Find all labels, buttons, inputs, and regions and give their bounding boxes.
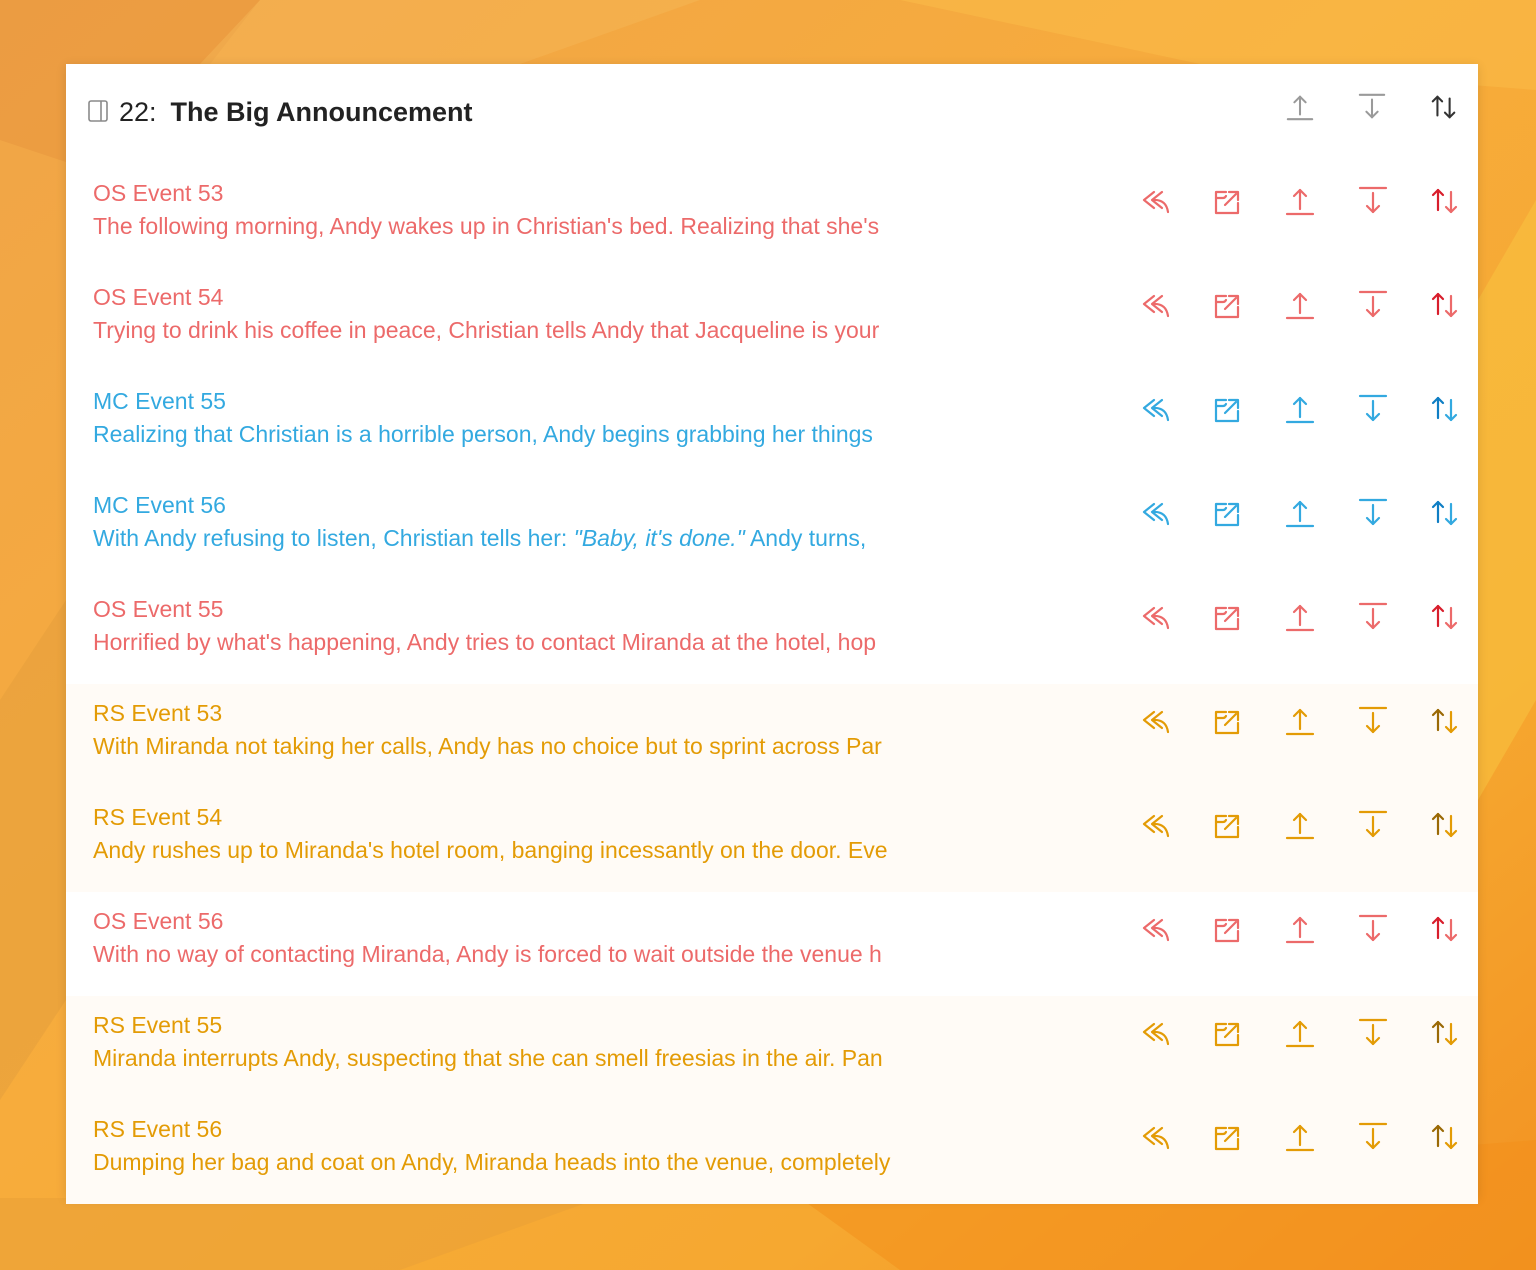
export-icon[interactable] <box>1212 808 1244 842</box>
event-title: RS Event 54 <box>93 804 223 830</box>
move-down-icon[interactable] <box>1357 392 1389 426</box>
event-title: OS Event 55 <box>93 596 224 622</box>
event-description <box>93 522 905 554</box>
move-down-icon[interactable] <box>1357 808 1389 842</box>
swap-order-icon[interactable] <box>1429 600 1461 634</box>
event-description: With Miranda not taking her calls, Andy has no choice but to sprint across Par <box>93 733 882 759</box>
event-title: RS Event 55 <box>93 1012 223 1038</box>
event-description: Trying to drink his coffee in peace, Christian tells Andy that Jacqueline is your <box>93 317 880 343</box>
swap-order-icon[interactable] <box>1429 392 1461 426</box>
event-description: Horrified by what's happening, Andy tries to contact Miranda at the hotel, hop <box>93 629 877 655</box>
event-description: Andy rushes up to Miranda's hotel room, banging incessantly on the door. Eve <box>93 837 888 863</box>
swap-order-icon[interactable] <box>1429 184 1461 218</box>
event-description-text: With Andy refusing to listen, Christian tells her: <box>93 525 574 551</box>
export-icon[interactable] <box>1212 392 1244 426</box>
event-row[interactable] <box>66 996 1478 1100</box>
swap-order-icon[interactable] <box>1429 808 1461 842</box>
event-row[interactable] <box>66 1100 1478 1204</box>
event-title: OS Event 53 <box>93 180 224 206</box>
event-row[interactable] <box>66 580 1478 684</box>
event-row[interactable] <box>66 372 1478 476</box>
move-down-icon[interactable] <box>1357 496 1389 530</box>
event-title: MC Event 56 <box>93 492 226 518</box>
event-title: OS Event 56 <box>93 908 224 934</box>
reply-icon[interactable] <box>1140 184 1172 218</box>
reply-icon[interactable] <box>1140 288 1172 322</box>
event-description: Dumping her bag and coat on Andy, Miranda heads into the venue, completely <box>93 1149 891 1175</box>
scene-number: 22: <box>119 97 157 127</box>
move-down-icon[interactable] <box>1357 912 1389 946</box>
event-description-quote: "Baby, it's done." <box>573 525 745 551</box>
swap-order-icon[interactable] <box>1429 288 1461 322</box>
move-up-icon[interactable] <box>1284 600 1316 634</box>
move-down-icon[interactable] <box>1357 704 1389 738</box>
move-up-icon[interactable] <box>1284 704 1316 738</box>
move-up-icon[interactable] <box>1284 912 1316 946</box>
event-description: Realizing that Christian is a horrible person, Andy begins grabbing her things <box>93 421 873 447</box>
event-row[interactable] <box>66 164 1478 268</box>
reply-icon[interactable] <box>1140 808 1172 842</box>
event-row[interactable] <box>66 892 1478 996</box>
reply-icon[interactable] <box>1140 600 1172 634</box>
move-down-icon[interactable] <box>1357 1016 1389 1050</box>
event-title: RS Event 53 <box>93 700 223 726</box>
export-icon[interactable] <box>1212 184 1244 218</box>
event-row[interactable] <box>66 476 1478 580</box>
move-up-icon[interactable] <box>1284 1120 1316 1154</box>
export-icon[interactable] <box>1212 912 1244 946</box>
reply-icon[interactable] <box>1140 912 1172 946</box>
event-title: OS Event 54 <box>93 284 224 310</box>
move-down-icon[interactable] <box>1357 90 1387 124</box>
scene-title <box>119 95 473 129</box>
swap-order-icon[interactable] <box>1429 704 1461 738</box>
checkbox-icon[interactable] <box>88 100 108 122</box>
export-icon[interactable] <box>1212 704 1244 738</box>
event-row[interactable] <box>66 268 1478 372</box>
event-description: With no way of contacting Miranda, Andy is forced to wait outside the venue h <box>93 941 882 967</box>
move-down-icon[interactable] <box>1357 600 1389 634</box>
reply-icon[interactable] <box>1140 496 1172 530</box>
event-description: The following morning, Andy wakes up in Christian's bed. Realizing that she's <box>93 213 880 239</box>
export-icon[interactable] <box>1212 496 1244 530</box>
move-up-icon[interactable] <box>1284 808 1316 842</box>
move-up-icon[interactable] <box>1284 288 1316 322</box>
event-row[interactable] <box>66 788 1478 892</box>
move-down-icon[interactable] <box>1357 184 1389 218</box>
reply-icon[interactable] <box>1140 392 1172 426</box>
move-up-icon[interactable] <box>1284 392 1316 426</box>
event-row[interactable] <box>66 684 1478 788</box>
move-down-icon[interactable] <box>1357 1120 1389 1154</box>
swap-order-icon[interactable] <box>1429 912 1461 946</box>
reply-icon[interactable] <box>1140 704 1172 738</box>
event-description-text: Andy turns, <box>744 525 867 551</box>
scene-name: The Big Announcement <box>170 97 473 127</box>
export-icon[interactable] <box>1212 1016 1244 1050</box>
reply-icon[interactable] <box>1140 1016 1172 1050</box>
move-up-icon[interactable] <box>1284 184 1316 218</box>
move-up-icon[interactable] <box>1284 1016 1316 1050</box>
export-icon[interactable] <box>1212 1120 1244 1154</box>
swap-order-icon[interactable] <box>1429 90 1459 124</box>
move-up-icon[interactable] <box>1284 496 1316 530</box>
event-title: RS Event 56 <box>93 1116 223 1142</box>
scene-header <box>66 64 1478 164</box>
move-up-icon[interactable] <box>1285 90 1315 124</box>
swap-order-icon[interactable] <box>1429 496 1461 530</box>
scene-panel <box>66 64 1478 1198</box>
event-title: MC Event 55 <box>93 388 226 414</box>
export-icon[interactable] <box>1212 288 1244 322</box>
move-down-icon[interactable] <box>1357 288 1389 322</box>
swap-order-icon[interactable] <box>1429 1016 1461 1050</box>
export-icon[interactable] <box>1212 600 1244 634</box>
reply-icon[interactable] <box>1140 1120 1172 1154</box>
event-description: Miranda interrupts Andy, suspecting that she can smell freesias in the air. Pan <box>93 1045 883 1071</box>
swap-order-icon[interactable] <box>1429 1120 1461 1154</box>
